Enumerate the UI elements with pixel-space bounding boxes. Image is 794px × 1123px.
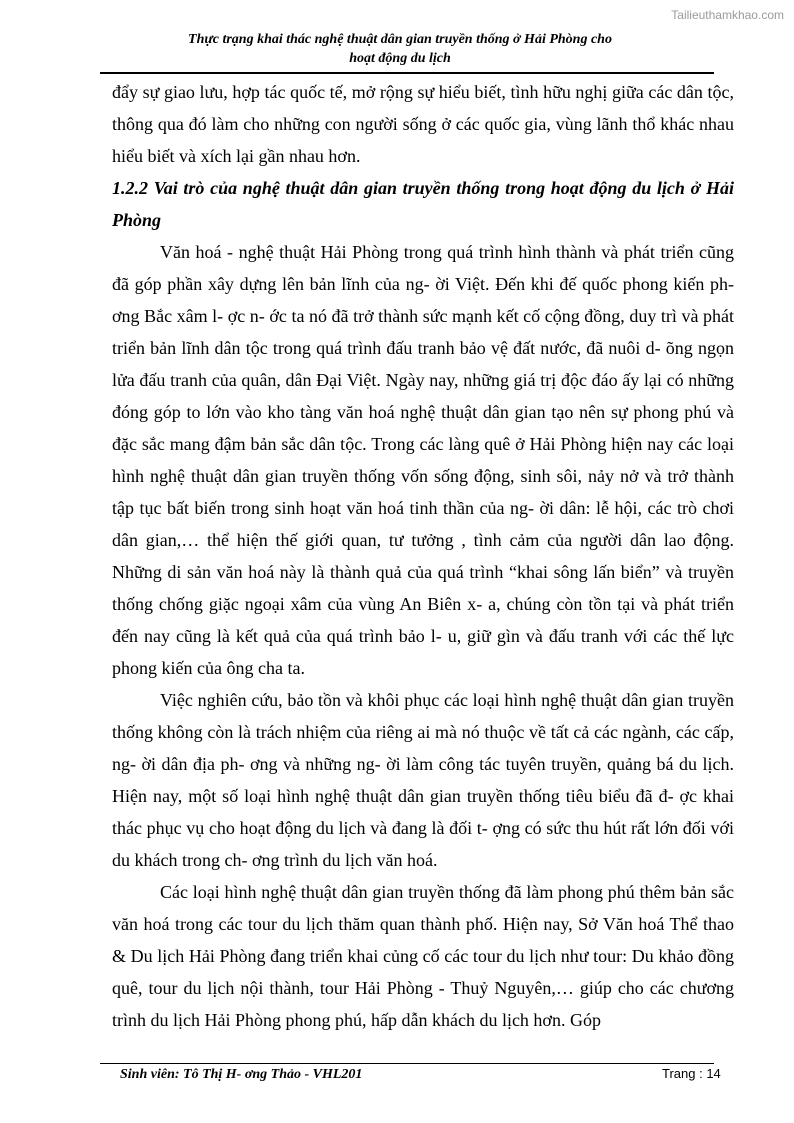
header-divider	[100, 72, 714, 74]
paragraph: Việc nghiên cứu, bảo tồn và khôi phục các loại hình nghệ thuật dân gian truyền thống không còn là trách nhiệm của riêng ai mà nó thuộc về tất cả các ngành, các cấp, ng- ời dân địa ph- ơng và những ng- ời làm công tác tuyên truyền, quảng bá du lịch. Hiện nay, một số loại hình nghệ thuật dân gian truyền thống tiêu biểu đã đ- ợc khai thác phục vụ cho hoạt động du lịch và đang là đối t- ợng có sức thu hút rất lớn đối với du khách trong ch- ơng trình du lịch văn hoá.	[112, 690, 734, 870]
header-line-1: Thực trạng khai thác nghệ thuật dân gian truyền thống ở Hải Phòng cho	[188, 32, 612, 47]
running-header	[100, 30, 700, 68]
paragraph: Văn hoá - nghệ thuật Hải Phòng trong quá trình hình thành và phát triển cũng đã góp phần xây dựng lên bản lĩnh của ng- ời Việt. Đến khi đế quốc phong kiến ph- ơng Bắc xâm l- ợc n- ớc ta nó đã trở thành sức mạnh kết cố cộng đồng, duy trì và phát triển bản lĩnh dân tộc trong quá trình đấu tranh bảo vệ đất nước, đã nuôi d- õng ngọn lửa đấu tranh của quân, dân Đại Việt. Ngày nay, những giá trị độc đáo ấy lại có những đóng góp to lớn vào kho tàng văn hoá nghệ thuật dân gian tạo nên sự phong phú và đặc sắc mang đậm bản sắc dân tộc. Trong các làng quê ở Hải Phòng hiện nay các loại hình nghệ thuật dân gian truyền thống vốn sống động, sinh sôi, nảy nở và trở thành tập tục bất biến trong sinh hoạt văn hoá tinh thần của ng- ời dân: lễ hội, các trò chơi dân gian,… thể hiện thế giới quan, tư tưởng , tình cảm của người dân lao động. Những di sản văn hoá này là thành quả của quá trình “khai sông lấn biển” và truyền thống chống giặc ngoại xâm của vùng An Biên x- a, chúng còn tồn tại và phát triển đến nay cũng là kết quả của quá trình bảo l- u, giữ gìn và đấu tranh với các thế lực phong kiến của ông cha ta.	[112, 242, 734, 678]
paragraph-continuation: đẩy sự giao lưu, hợp tác quốc tế, mở rộng sự hiểu biết, tình hữu nghị giữa các dân tộc, thông qua đó làm cho những con người sống ở các quốc gia, vùng lãnh thổ khác nhau hiểu biết và xích lại gần nhau hơn.	[112, 82, 734, 166]
watermark: Tailieuthamkhao.com	[671, 8, 784, 22]
page-number: Trang : 14	[662, 1066, 721, 1081]
header-line-2: hoạt động du lịch	[349, 51, 451, 66]
section-heading: 1.2.2 Vai trò của nghệ thuật dân gian truyền thống trong hoạt động du lịch ở Hải Phòng	[112, 178, 734, 230]
page-body	[112, 76, 734, 1036]
footer-divider	[100, 1063, 714, 1064]
paragraph: Các loại hình nghệ thuật dân gian truyền thống đã làm phong phú thêm bản sắc văn hoá trong các tour du lịch thăm quan thành phố. Hiện nay, Sở Văn hoá Thể thao & Du lịch Hải Phòng đang triển khai củng cố các tour du lịch như tour: Du khảo đồng quê, tour du lịch nội thành, tour Hải Phòng - Thuỷ Nguyên,… giúp cho các chương trình du lịch Hải Phòng phong phú, hấp dẫn khách du lịch hơn. Góp	[112, 882, 734, 1030]
footer-student-name: Sinh viên: Tô Thị H- ơng Thảo - VHL201	[120, 1067, 363, 1082]
